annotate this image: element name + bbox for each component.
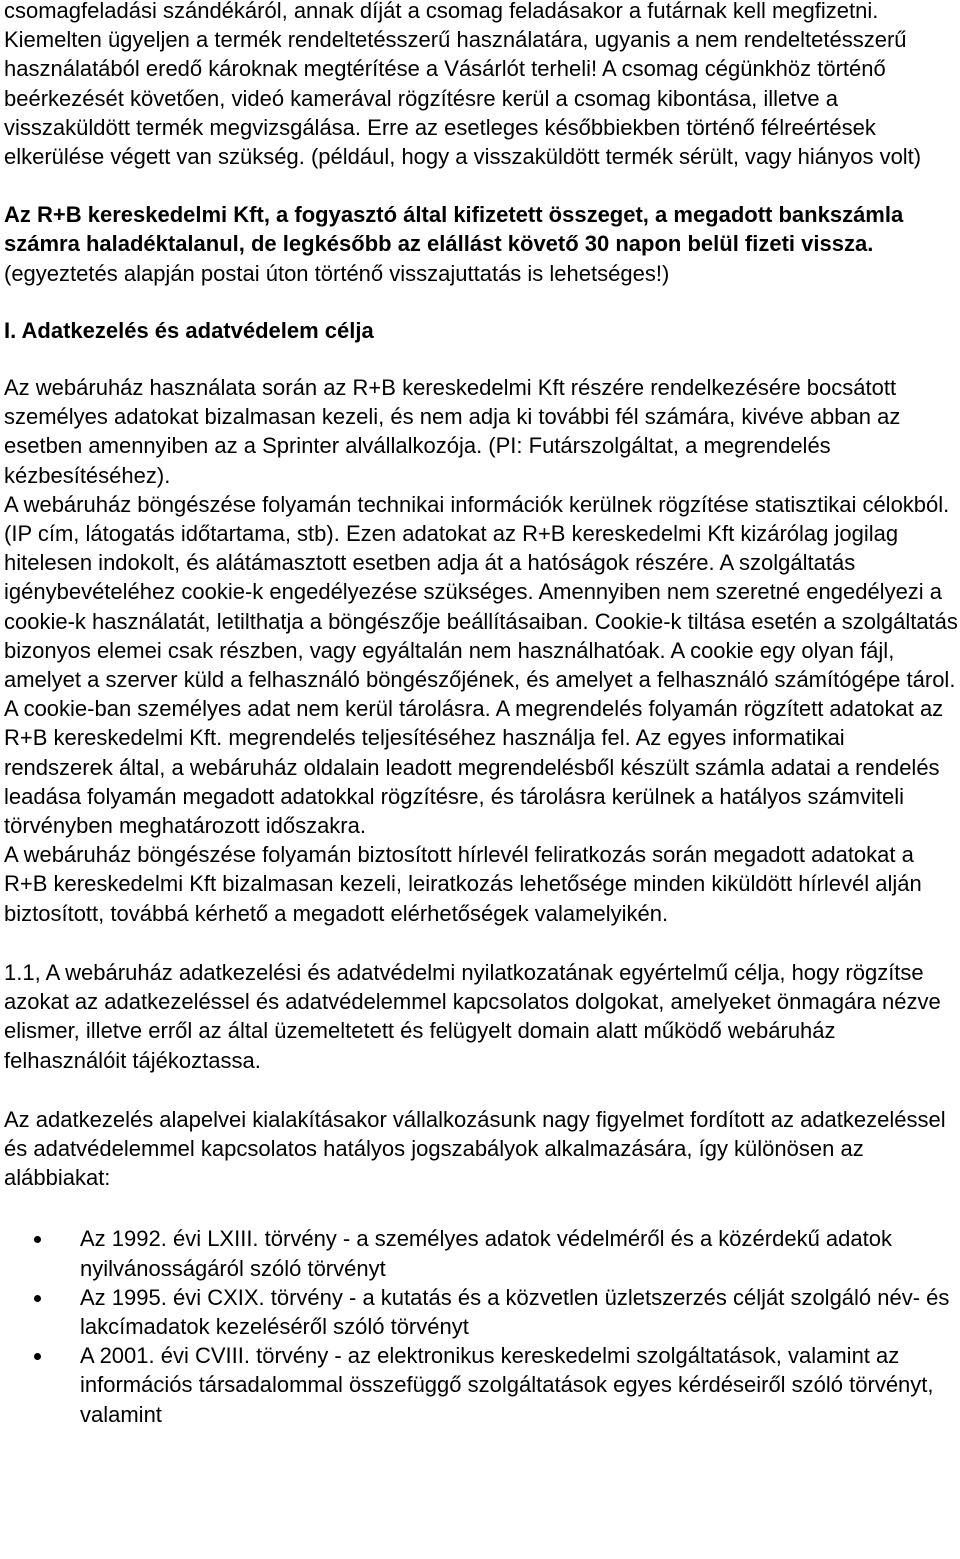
newsletter-paragraph: A webáruház böngészése folyamán biztosított hírlevél feliratkozás során megadott adatokat a R+B kereskedelmi Kft bizalmasan kezeli, leiratkozás lehetősége minden kiküldött hírlevél alján biztosított, továbbá kérhető a megadott elérhetőségek valamelyikén. (4, 842, 922, 926)
laws-list (4, 1224, 959, 1428)
list-item (4, 1283, 959, 1341)
law-text: Az 1992. évi LXIII. törvény - a személyes adatok védelméről és a közérdekű adatok nyilvánosságáról szóló törvényt (80, 1226, 892, 1281)
bullet-icon (34, 1353, 41, 1360)
law-text: Az 1995. évi CXIX. törvény - a kutatás és a közvetlen üzletszerzés célját szolgáló név- és lakcímadatok kezeléséről szóló törvényt (80, 1284, 950, 1339)
refund-paragraph (4, 200, 959, 288)
principles-paragraph: Az adatkezelés alapelvei kialakításakor vállalkozásunk nagy figyelmet fordított az adatkezeléssel és adatvédelemmel kapcsolatos hatályos jogszabályok alkalmazására, így különösen az alábbiakat: (4, 1106, 946, 1191)
browsing-paragraph: A webáruház böngészése folyamán technikai információk kerülnek rögzítése statisztikai célokból. (IP cím, látogatás időtartama, stb). Ezen adatokat az R+B kereskedelmi Kft kizárólag jogilag hitelesen indokolt, és alátámasztott esetben adja át a hatóságok részére. A szolgáltatás igénybevételéhez cookie-k engedélyezése szükséges. Amennyiben nem szeretné engedélyezi a cookie-k használatát, letilthatja a böngészője beállításaiban. Cookie-k tiltása esetén a szolgáltatás bizonyos elemei csak részben, vagy egyáltalán nem használhatóak. A cookie egy olyan fájl, amelyet a szerver küld a felhasználó böngészőjének, és amelyet a felhasználó számítógépe tárol. A cookie-ban személyes adat nem kerül tárolásra. A megrendelés folyamán rögzített adatokat az R+B kereskedelmi Kft. megrendelés teljesítéséhez használja fel. Az egyes informatikai rendszerek által, a webáruház oldalain leadott megrendelésből készült számla adatai a rendelés leadása folyamán megadott adatokkal rögzítésre, és tárolásra kerülnek a hatályos számviteli törvényben meghatározott időszakra. (4, 491, 958, 839)
list-item (4, 1341, 959, 1429)
refund-note-text: (egyeztetés alapján postai úton történő visszajuttatás is lehetséges!) (4, 260, 670, 286)
bullet-icon (34, 1236, 41, 1243)
refund-bold-text: Az R+B kereskedelmi Kft, a fogyasztó által kifizetett összeget, a megadott bankszámla számra haladéktalanul, de legkésőbb az elállást követő 30 napon belül fizeti vissza. (4, 202, 904, 257)
intro-paragraph: csomagfeladási szándékáról, annak díját a csomag feladásakor a futárnak kell megfizetni. Kiemelten ügyeljen a termék rendeltetésszerű használatára, ugyanis a nem rendeltetésszerű használatából eredő károknak megtérítése a Vásárlót terheli! A csomag cégünkhöz történő beérkezését követően, videó kamerával rögzítésre kerül a csomag kibontása, illetve a visszaküldött termék megvizsgálása. Erre az esetleges későbbiekben történő félreértések elkerülése végett van szükség. (például, hogy a visszaküldött termék sérült, vagy hiányos volt) (4, 0, 922, 170)
data-handling-paragraph: Az webáruház használata során az R+B kereskedelmi Kft részére rendelkezésére bocsátott személyes adatokat bizalmasan kezeli, és nem adja ki további fél számára, kivéve abban az esetben amennyiben az a Sprinter alvállalkozója. (PI: Futárszolgáltat, a megrendelés kézbesítéséhez). (4, 375, 901, 488)
section-heading: I. Adatkezelés és adatvédelem célja (4, 317, 374, 343)
subsection-1-1-paragraph: 1.1, A webáruház adatkezelési és adatvédelmi nyilatkozatának egyértelmű célja, hogy rögzítse azokat az adatkezeléssel és adatvédelemmel kapcsolatos dolgokat, amelyeket önmagára nézve elismer, illetve erről az által üzemeltetett és felügyelt domain alatt működő webáruház felhasználóit tájékoztassa. (4, 959, 941, 1073)
list-item (4, 1224, 959, 1282)
bullet-icon (34, 1295, 41, 1302)
law-text: A 2001. évi CVIII. törvény - az elektronikus kereskedelmi szolgáltatások, valamint az információs társadalommal összefüggő szolgáltatások egyes kérdéseiről szóló törvényt, valamint (80, 1343, 934, 1427)
document-page (4, 0, 959, 1429)
